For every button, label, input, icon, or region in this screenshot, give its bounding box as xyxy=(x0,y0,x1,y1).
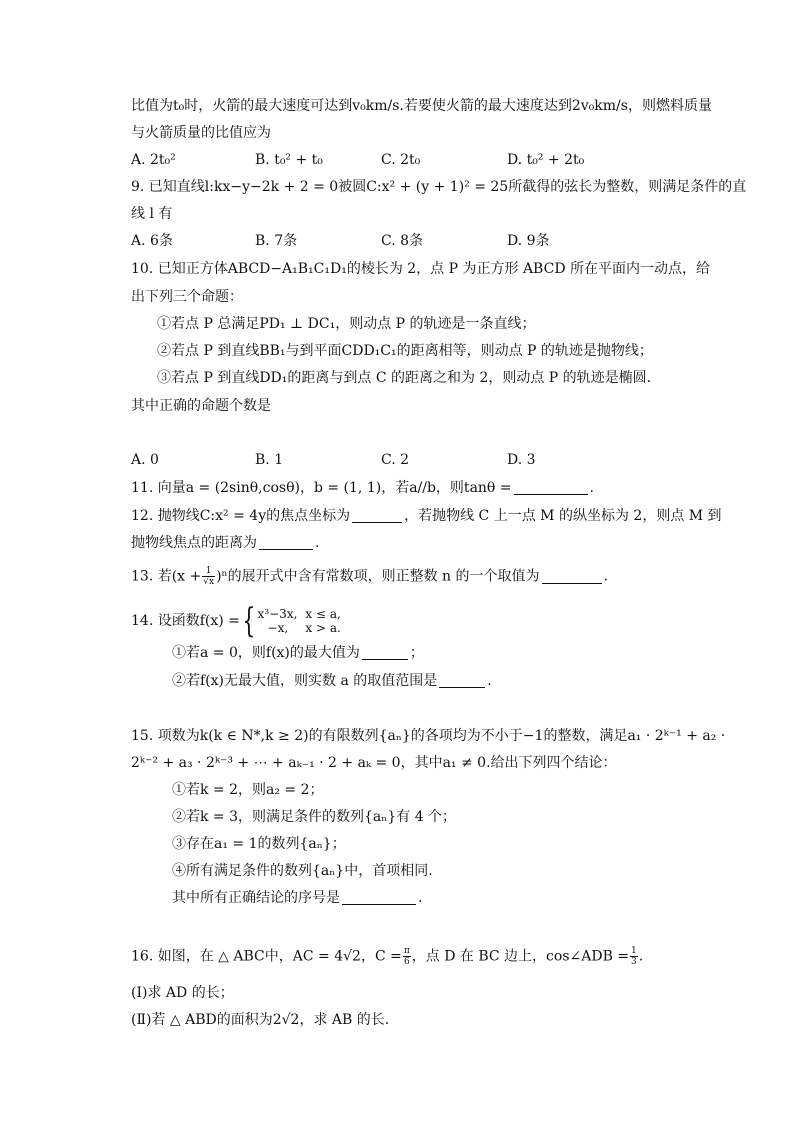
q14-answer-blank-1 xyxy=(362,645,408,660)
q14-cases xyxy=(258,607,349,635)
q11-text: 11. 向量a = (2sinθ,cosθ)，b = (1, 1)，若a//b，则tanθ = xyxy=(131,480,512,496)
q14-case1-cond: x ≤ a, xyxy=(305,607,341,621)
q12-text-a: 12. 抛物线C:x² = 4y的焦点坐标为 xyxy=(131,508,351,524)
q16-fraction-2-den: 3 xyxy=(631,957,637,967)
q14-sub2-text: ②若f(x)无最大值，则实数 a 的取值范围是 xyxy=(172,673,438,689)
q10-statement-1: ①若点 P 总满足PD₁ ⊥ DC₁，则动点 P 的轨迹是一条直线； xyxy=(157,316,536,332)
q13-fraction xyxy=(202,566,215,587)
q14-answer-blank-2 xyxy=(439,673,485,688)
q14-case2-cond: x > a. xyxy=(305,621,341,635)
q8-stem-line1: 比值为t₀时，火箭的最大速度可达到v₀km/s.若要使火箭的最大速度达到2v₀km/s，则燃料质量 xyxy=(131,98,712,114)
q13-text-a: 13. 若(x + xyxy=(131,568,202,585)
q14-case1-expr: x³−3x, xyxy=(257,607,298,621)
q15-conclusion-1: ①若k = 2，则a₂ = 2； xyxy=(172,782,324,798)
q15-conclusion-3: ③存在a₁ = 1的数列{aₙ}； xyxy=(172,836,346,852)
q11-answer-blank xyxy=(514,480,588,495)
q13-text-b: )ⁿ的展开式中含有常数项，则正整数 n 的一个取值为 xyxy=(216,568,540,585)
q15-conclusion-2: ②若k = 3，则满足条件的数列{aₙ}有 4 个； xyxy=(172,809,457,825)
q12-answer-blank-1 xyxy=(352,508,402,523)
q10-stem-line2: 出下列三个命题： xyxy=(131,289,243,305)
q12-text-b: ，若抛物线 C 上一点 M 的纵坐标为 2，则点 M 到 xyxy=(404,508,722,524)
q10-option-c: C. 2 xyxy=(381,452,410,468)
q14-text: 14. 设函数f(x) = xyxy=(131,613,240,629)
q16-stem xyxy=(131,946,643,967)
q16-fraction-2 xyxy=(630,946,638,967)
q15-stem-line1: 15. 项数为k(k ∈ N*,k ≥ 2)的有限数列{aₙ}的各项均为不小于−1的整数，满足a₁ · 2ᵏ⁻¹ + a₂ · xyxy=(131,728,726,744)
q13-numerator: 1 xyxy=(202,566,215,577)
q16-fraction-1-num: π xyxy=(403,946,410,956)
q16-text-a: 16. 如图，在 △ ABC中，AC = 4√2，C = xyxy=(131,948,402,965)
q13-denominator: √x xyxy=(203,577,215,587)
q15-prompt-text: 其中所有正确结论的序号是 xyxy=(172,890,340,906)
q8-option-d: D. t₀² + 2t₀ xyxy=(507,152,585,168)
q9-option-a: A. 6条 xyxy=(131,233,173,249)
q14-line xyxy=(131,601,349,641)
q15-prompt: 其中所有正确结论的序号是 . xyxy=(172,890,423,906)
q12-line1 xyxy=(131,506,722,526)
q15-answer-blank xyxy=(342,890,416,905)
q16-text-b: ，点 D 在 BC 边上，cos∠ADB = xyxy=(411,948,630,965)
q16-part-2: (Ⅱ)若 △ ABD的面积为2√2，求 AB 的长. xyxy=(131,1012,390,1028)
q12-text-c: 抛物线焦点的距离为 xyxy=(131,535,257,551)
q16-fraction-1 xyxy=(403,946,411,967)
q9-option-c: C. 8条 xyxy=(381,233,424,249)
q9-stem-line2: 线 l 有 xyxy=(131,206,173,222)
q11-line: 11. 向量a = (2sinθ,cosθ)，b = (1, 1)，若a//b，则tanθ = . xyxy=(131,480,594,496)
q8-stem-line2: 与火箭质量的比值应为 xyxy=(131,125,271,141)
q9-option-d: D. 9条 xyxy=(507,233,550,249)
q15-stem-line2: 2ᵏ⁻² + a₃ · 2ᵏ⁻³ + ⋯ + aₖ₋₁ · 2 + aₖ = 0，其中a₁ ≠ 0.给出下列四个结论： xyxy=(131,755,617,771)
q15-conclusion-4: ④所有满足条件的数列{aₙ}中，首项相同. xyxy=(172,863,433,879)
q10-option-d: D. 3 xyxy=(507,452,536,468)
q16-fraction-2-num: 1 xyxy=(631,946,637,956)
q10-option-b: B. 1 xyxy=(255,452,284,468)
q10-stem-line1: 10. 已知正方体ABCD−A₁B₁C₁D₁的棱长为 2，点 P 为正方形 ABCD 所在平面内一动点，给 xyxy=(131,261,710,277)
q8-option-a: A. 2t₀² xyxy=(131,152,176,168)
q12-answer-blank-2 xyxy=(259,535,313,550)
q13-line: 13. 若(x + $\frac{1}{√x}$ )ⁿ的展开式中含有常数项，则正整数 n 的一个取值为 . xyxy=(131,566,608,587)
q12-line2: 抛物线焦点的距离为 . xyxy=(131,535,320,551)
q14-sub1 xyxy=(172,643,424,663)
q16-text-c: . xyxy=(638,948,644,965)
q10-stem-line3: 其中正确的命题个数是 xyxy=(131,398,271,414)
q8-option-b: B. t₀² + t₀ xyxy=(255,152,323,168)
q10-statement-3: ③若点 P 到直线DD₁的距离与到点 C 的距离之和为 2，则动点 P 的轨迹是椭圆. xyxy=(157,370,652,386)
q14-sub2: ②若f(x)无最大值，则实数 a 的取值范围是 . xyxy=(172,673,492,689)
q9-stem-line1: 9. 已知直线l:kx−y−2k + 2 = 0被圆C:x² + (y + 1)² = 25所截得的弦长为整数，则满足条件的直 xyxy=(131,179,747,195)
q10-option-a: A. 0 xyxy=(131,452,159,468)
q8-option-c: C. 2t₀ xyxy=(381,152,421,168)
q14-case2-expr: −x, xyxy=(267,621,289,635)
q14-sub1-text: ①若a = 0，则f(x)的最大值为 xyxy=(172,645,360,661)
q16-part-1: (Ⅰ)求 AD 的长； xyxy=(131,985,234,1001)
q14-brace: { xyxy=(242,601,256,641)
q16-fraction-1-den: 6 xyxy=(403,957,410,967)
q10-statement-2: ②若点 P 到直线BB₁与到平面CDD₁C₁的距离相等，则动点 P 的轨迹是抛物线； xyxy=(157,343,653,359)
q14-sub1-end: ； xyxy=(409,645,424,661)
q13-answer-blank xyxy=(542,569,602,584)
q9-option-b: B. 7条 xyxy=(255,233,298,249)
